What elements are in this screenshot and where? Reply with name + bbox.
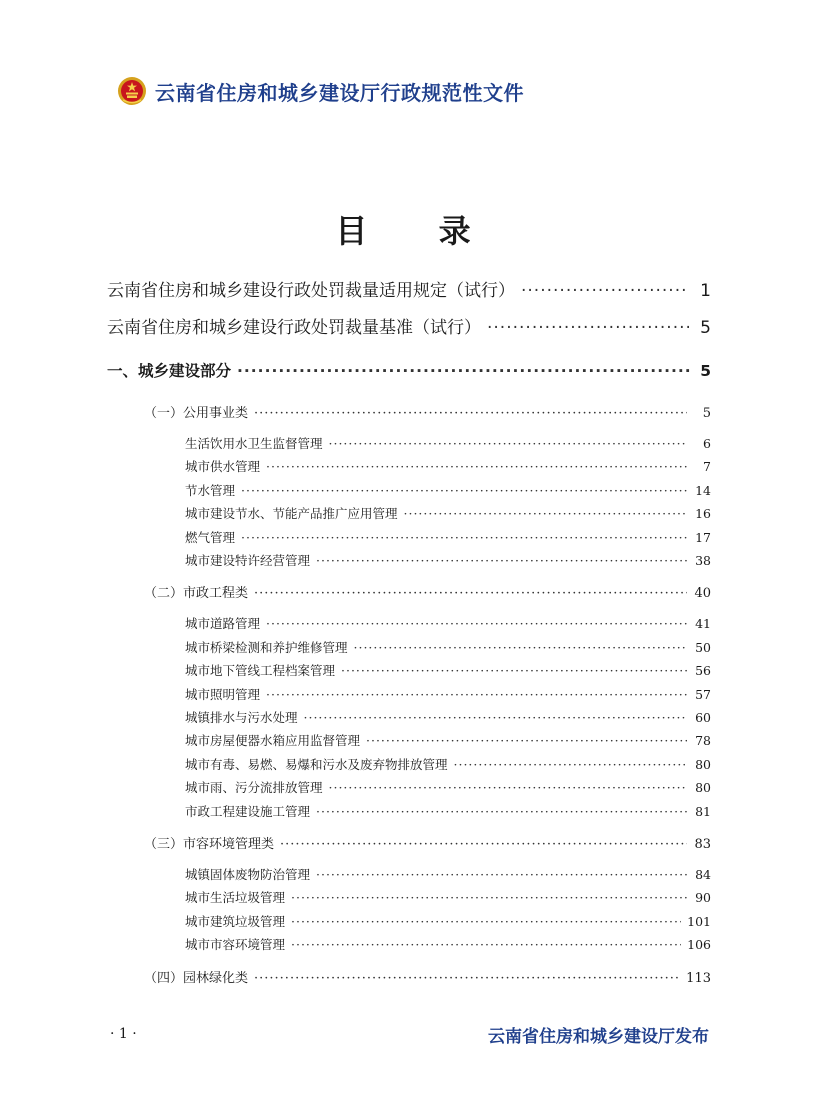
toc-item-entry[interactable]: [185, 912, 711, 930]
toc-entry-label: （三）市容环境管理类: [144, 837, 275, 852]
toc-item-entry[interactable]: [185, 457, 711, 475]
national-emblem-icon: [117, 76, 147, 106]
toc-title: 目 录: [335, 212, 501, 250]
toc-entry-page: 78: [695, 733, 711, 749]
dot-leader: [241, 483, 687, 498]
toc-item-entry[interactable]: [185, 661, 711, 679]
toc-entry-page: 6: [703, 436, 711, 451]
toc-entry-label: 一、城乡建设部分: [107, 362, 232, 380]
toc-entry-label: 城市建设节水、节能产品推广应用管理: [185, 506, 398, 522]
dot-leader: [254, 406, 687, 421]
toc-entry-page: 83: [694, 837, 711, 852]
dot-leader: [454, 757, 687, 772]
toc-entry-label: 燃气管理: [185, 529, 236, 545]
dot-leader: [266, 459, 687, 474]
toc-item-entry[interactable]: [185, 685, 711, 703]
dot-leader: [316, 553, 687, 568]
dot-leader: [291, 937, 681, 952]
toc-entry-page: 101: [687, 913, 711, 929]
dot-leader: [291, 914, 681, 929]
dot-leader: [316, 867, 687, 882]
toc-entry-label: 城市道路管理: [185, 616, 261, 632]
dot-leader: [354, 640, 687, 655]
toc-entry-label: 城市供水管理: [185, 459, 261, 475]
toc-item-entry[interactable]: [185, 888, 711, 906]
toc-entry-label: 城市桥梁检测和养护维修管理: [185, 639, 348, 655]
dot-leader: [316, 804, 687, 819]
dot-leader: [404, 506, 687, 521]
toc-item-entry[interactable]: [185, 731, 711, 749]
toc-item-entry[interactable]: [185, 528, 711, 546]
toc-part-entry[interactable]: [107, 359, 711, 381]
toc-entry-page: 57: [695, 686, 711, 702]
dot-leader: [280, 837, 687, 852]
dot-leader: [254, 586, 687, 601]
toc-entry-label: （四）园林绿化类: [144, 970, 249, 986]
toc-entry-label: 城市有毒、易燃、易爆和污水及废弃物排放管理: [185, 756, 448, 772]
toc-entry-label: 市政工程建设施工管理: [185, 803, 311, 819]
toc-entry-page: 16: [695, 506, 711, 522]
toc-entry-page: 84: [695, 867, 711, 882]
toc-entry-page: 41: [695, 616, 711, 632]
toc-entry-page: 60: [695, 710, 711, 725]
dot-leader: [304, 710, 687, 725]
toc-item-entry[interactable]: [185, 708, 711, 726]
dot-leader: [366, 733, 687, 748]
document-header: [117, 76, 524, 106]
toc-item-entry[interactable]: [185, 638, 711, 656]
toc-entry-page: 1: [700, 281, 711, 301]
toc-entry-page: 81: [695, 803, 711, 819]
toc-item-entry[interactable]: [185, 481, 711, 499]
toc-entry-page: 14: [695, 482, 711, 498]
dot-leader: [329, 780, 687, 795]
toc-item-entry[interactable]: [185, 434, 711, 452]
toc-entry-page: 38: [695, 553, 711, 568]
dot-leader: [266, 616, 687, 631]
toc-item-entry[interactable]: [185, 935, 711, 953]
toc-category-entry[interactable]: [144, 582, 711, 601]
toc-entry-page: 80: [695, 780, 711, 796]
toc-entry-page: 56: [695, 663, 711, 679]
toc-item-entry[interactable]: [185, 504, 711, 522]
toc-entry-page: 40: [694, 586, 711, 602]
toc-document-entry[interactable]: [107, 276, 711, 301]
dot-leader: [291, 890, 687, 905]
page-number: · 1 ·: [110, 1026, 137, 1042]
dot-leader: [254, 971, 680, 986]
toc-category-entry[interactable]: [144, 402, 711, 421]
toc-entry-page: 5: [700, 362, 711, 380]
toc-entry-label: 城市建设特许经营管理: [185, 553, 311, 568]
toc-entry-label: 城市建筑垃圾管理: [185, 913, 286, 929]
footer-publisher: 云南省住房和城乡建设厅发布: [488, 1027, 709, 1047]
toc-item-entry[interactable]: [185, 865, 711, 883]
toc-entry-page: 5: [702, 406, 711, 421]
toc-entry-label: 生活饮用水卫生监督管理: [185, 436, 323, 451]
toc-entry-label: 城市市容环境管理: [185, 937, 286, 953]
toc-entry-page: 113: [686, 970, 711, 986]
toc-entry-label: （一）公用事业类: [144, 406, 249, 421]
toc-category-entry[interactable]: [144, 967, 711, 986]
header-title: 云南省住房和城乡建设厅行政规范性文件: [155, 80, 524, 105]
toc-entry-label: 城市照明管理: [185, 686, 261, 702]
dot-leader: [241, 530, 687, 545]
toc-item-entry[interactable]: [185, 802, 711, 820]
toc-item-entry[interactable]: [185, 551, 711, 569]
toc-entry-label: （二）市政工程类: [144, 586, 249, 602]
dot-leader: [521, 281, 689, 301]
toc-entry-label: 城镇排水与污水处理: [185, 710, 298, 725]
toc-item-entry[interactable]: [185, 614, 711, 632]
toc-entry-page: 90: [695, 890, 711, 906]
dot-leader: [237, 362, 691, 380]
toc-entry-page: 106: [687, 937, 711, 953]
toc-item-entry[interactable]: [185, 778, 711, 796]
toc-entry-label: 云南省住房和城乡建设行政处罚裁量适用规定（试行）: [107, 281, 515, 301]
toc-entry-page: 7: [703, 459, 711, 475]
toc-entry-page: 50: [695, 639, 711, 655]
toc-entry-label: 城市生活垃圾管理: [185, 890, 286, 906]
dot-leader: [487, 318, 689, 338]
dot-leader: [341, 663, 687, 678]
toc-category-entry[interactable]: [144, 833, 711, 852]
toc-entry-label: 城镇固体废物防治管理: [185, 867, 311, 882]
toc-entry-page: 17: [695, 529, 711, 545]
toc-entry-label: 城市雨、污分流排放管理: [185, 780, 323, 796]
dot-leader: [266, 687, 687, 702]
toc-entry-label: 城市房屋便器水箱应用监督管理: [185, 733, 361, 749]
toc-entry-label: 节水管理: [185, 482, 236, 498]
toc-document-entry[interactable]: [107, 313, 711, 338]
dot-leader: [329, 436, 687, 451]
toc-entry-page: 5: [700, 318, 711, 338]
toc-entry-label: 云南省住房和城乡建设行政处罚裁量基准（试行）: [107, 318, 481, 338]
toc-item-entry[interactable]: [185, 755, 711, 773]
toc-entry-page: 80: [695, 756, 711, 772]
toc-entry-label: 城市地下管线工程档案管理: [185, 663, 336, 679]
